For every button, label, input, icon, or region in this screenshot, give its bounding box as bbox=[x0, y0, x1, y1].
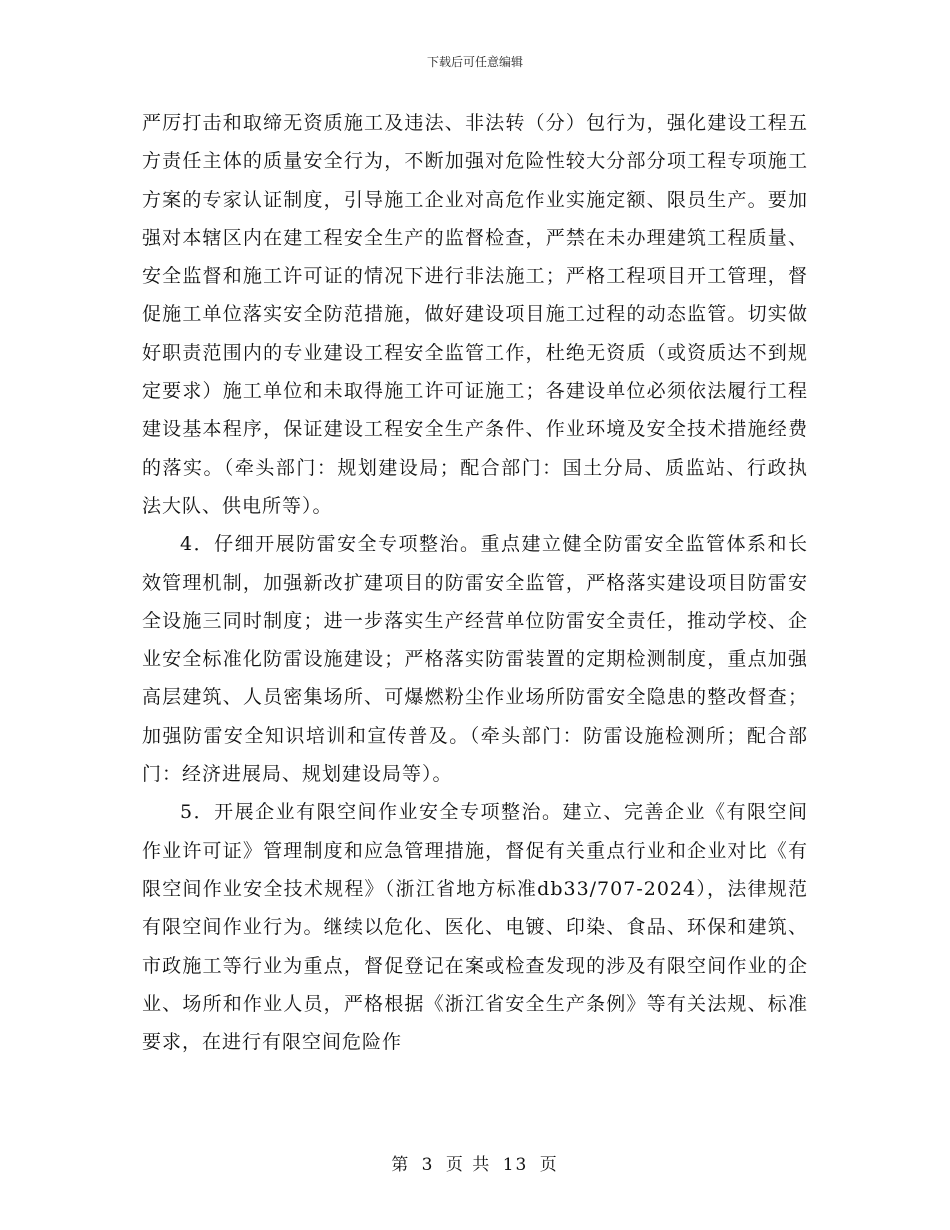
page-header: 下载后可任意编辑 bbox=[426, 55, 523, 69]
total-pages-number: 13 bbox=[502, 1155, 529, 1175]
paragraph-continuation: 严厉打击和取缔无资质施工及违法、非法转（分）包行为，强化建设工程五方责任主体的质量安全行为，不断加强对危险性较大分部分项工程专项施工方案的专家认证制度，引导施工企业对高危作业实施定额、限员生产。要加强对本辖区内在建工程安全生产的监督检查，严禁在未办理建筑工程质量、安全监督和施工许可证的情况下进行非法施工；严格工程项目开工管理，督促施工单位落实安全防范措施，做好建设项目施工过程的动态监管。切实做好职责范围内的专业建设工程安全监管工作，杜绝无资质（或资质达不到规定要求）施工单位和未取得施工许可证施工；各建设单位必须依法履行工程建设基本程序，保证建设工程安全生产条件、作业环境及安全技术措施经费的落实。（牵头部门：规划建设局；配合部门：国土分局、质监站、行政执法大队、供电所等）。 bbox=[142, 112, 808, 517]
current-page-number: 3 bbox=[421, 1155, 435, 1175]
footer-prefix: 第 bbox=[391, 1155, 411, 1175]
paragraph-item-4: 4．仔细开展防雷安全专项整治。重点建立健全防雷安全监管体系和长效管理机制，加强新改扩建项目的防雷安全监管，严格落实建设项目防雷安全设施三同时制度；进一步落实生产经营单位防雷安全责任，推动学校、企业安全标准化防雷设施建设；严格落实防雷装置的定期检测制度，重点加强高层建筑、人员密集场所、可爆燃粉尘作业场所防雷安全隐患的整改督查；加强防雷安全知识培训和宣传普及。（牵头部门：防雷设施检测所；配合部门：经济进展局、规划建设局等）。 bbox=[142, 533, 808, 786]
paragraph-item-5: 5．开展企业有限空间作业安全专项整治。建立、完善企业《有限空间作业许可证》管理制度和应急管理措施，督促有关重点行业和企业对比《有限空间作业安全技术规程》（浙江省地方标准db33/707-2024），法律规范有限空间作业行为。继续以危化、医化、电镀、印染、食品、环保和建筑、市政施工等行业为重点，督促登记在案或检查发现的涉及有限空间作业的企业、场所和作业人员，严格根据《浙江省安全生产条例》等有关法规、标准要求，在进行有限空间危险作 bbox=[142, 801, 808, 1054]
document-body bbox=[142, 104, 808, 1061]
page-footer bbox=[0, 1155, 950, 1175]
footer-middle: 页 共 bbox=[445, 1155, 492, 1175]
footer-suffix: 页 bbox=[539, 1155, 559, 1175]
